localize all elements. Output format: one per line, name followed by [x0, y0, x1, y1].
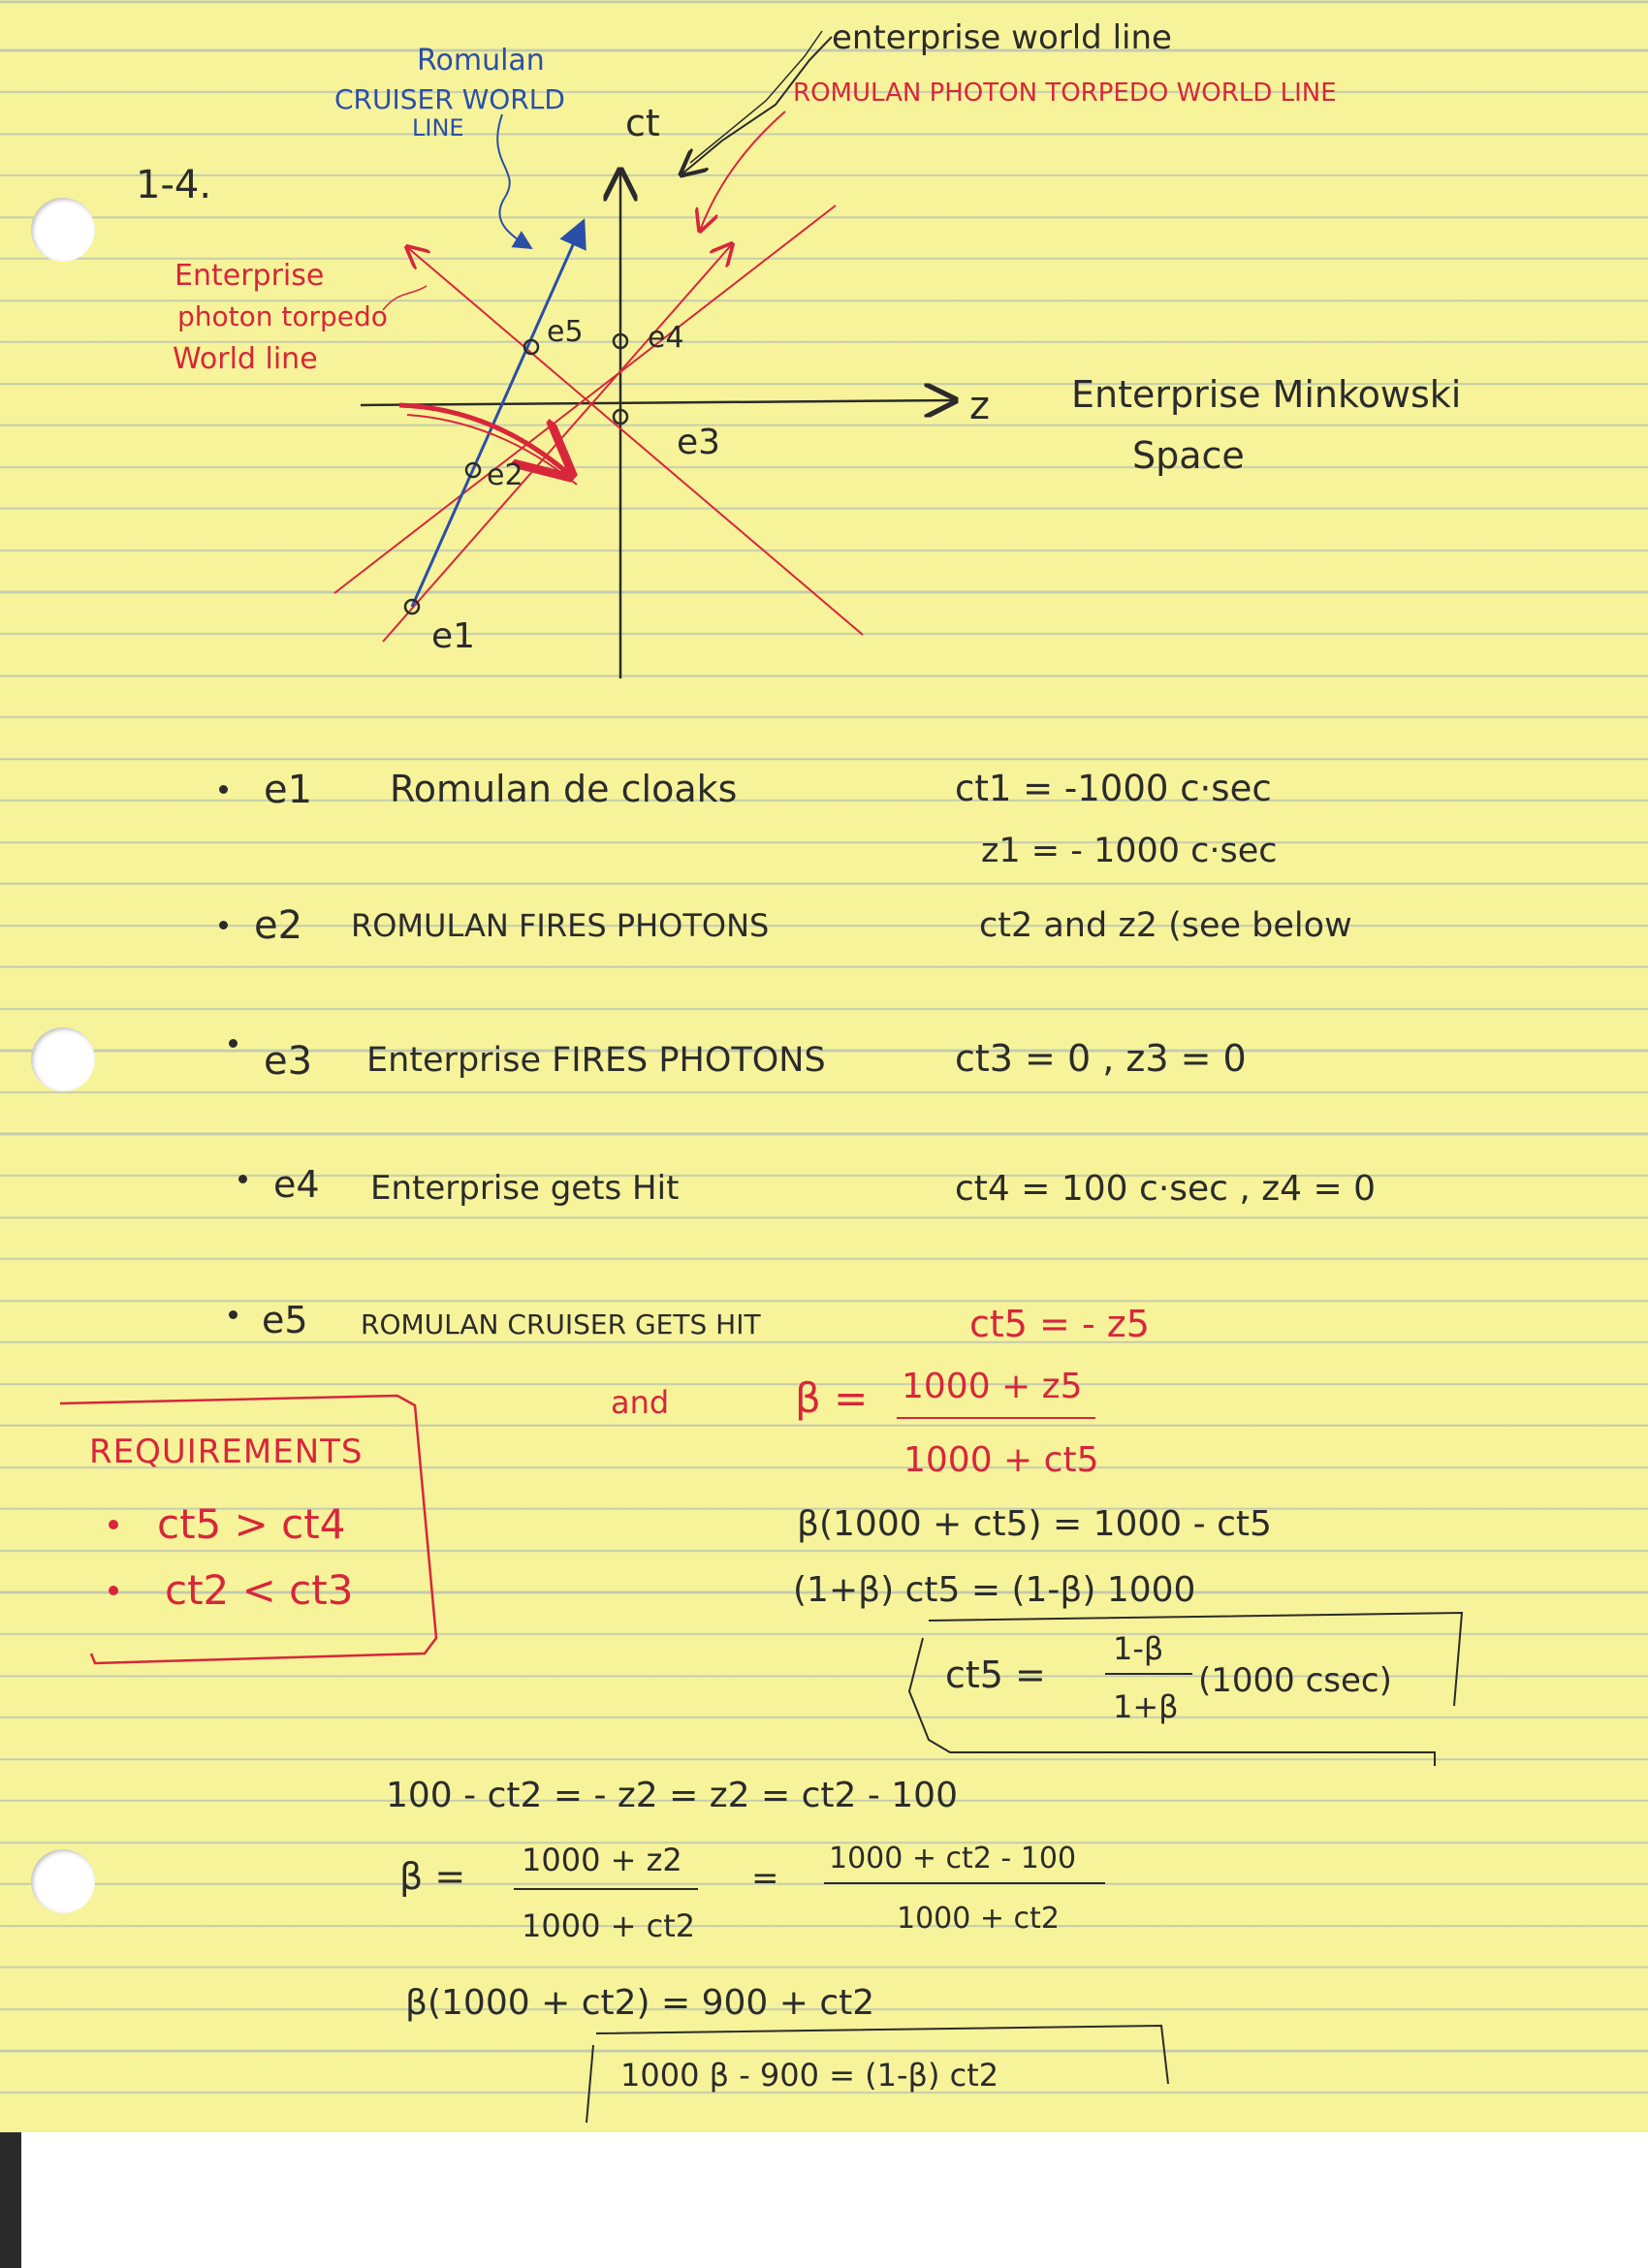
requirement-1: ct5 > ct4 — [157, 1500, 346, 1548]
beta-lhs-e2: β = — [399, 1855, 466, 1898]
event-e4-value: ct4 = 100 c·sec , z4 = 0 — [955, 1169, 1377, 1209]
frac2-num-e2: 1000 + ct2 - 100 — [829, 1842, 1077, 1875]
event-e1-value2: z1 = - 1000 c·sec — [981, 832, 1278, 870]
event-e3-desc: Enterprise FIRES PHOTONS — [366, 1041, 826, 1080]
event-e5-value: ct5 = - z5 — [969, 1303, 1150, 1345]
derivation-e5-line1: β(1000 + ct5) = 1000 - ct5 — [797, 1504, 1272, 1544]
event-e2-value: ct2 and z2 (see below — [979, 906, 1352, 945]
frac2-den-e2: 1000 + ct2 — [897, 1902, 1060, 1936]
romulan-torpedo-label: ROMULAN PHOTON TORPEDO WORLD LINE — [793, 79, 1337, 108]
enterprise-torpedo-label-line1: Enterprise — [174, 259, 325, 293]
enterprise-torpedo-label-line2: photon torpedo — [177, 300, 388, 332]
equals-e2: = — [751, 1859, 779, 1898]
event-e1-value: ct1 = -1000 c·sec — [955, 768, 1272, 809]
frac1-num-e2: 1000 + z2 — [522, 1842, 682, 1878]
space-label-line1: Enterprise Minkowski — [1071, 373, 1462, 416]
event-e2-desc: ROMULAN FIRES PHOTONS — [351, 907, 770, 944]
problem-number: 1-4. — [136, 163, 212, 207]
event-e1-label: e1 — [431, 616, 476, 656]
requirements-title: REQUIREMENTS — [89, 1433, 364, 1471]
boxed-rhs-e5: (1000 csec) — [1198, 1661, 1392, 1700]
requirement-2: ct2 < ct3 — [165, 1566, 354, 1614]
event-e5-label: e5 — [547, 315, 584, 349]
romulan-label-line2: CRUISER WORLD — [334, 83, 565, 115]
frac1-den-e2: 1000 + ct2 — [522, 1907, 696, 1944]
event-e4-label: e4 — [648, 321, 684, 355]
enterprise-torpedo-label-line3: World line — [173, 342, 318, 376]
event-e1-desc: Romulan de cloaks — [390, 768, 738, 810]
enterprise-worldline-label: enterprise world line — [832, 18, 1172, 57]
scan-edge — [0, 2132, 21, 2268]
beta-den-e5: 1000 + ct5 — [903, 1440, 1099, 1480]
derivation-e2-line1: 100 - ct2 = - z2 = z2 = ct2 - 100 — [386, 1776, 958, 1815]
boxed-e2: 1000 β - 900 = (1-β) ct2 — [620, 2057, 999, 2094]
event-e1-id: e1 — [264, 768, 313, 812]
z-axis-label: z — [969, 384, 990, 428]
romulan-label-line1: Romulan — [417, 44, 545, 78]
boxed-lhs-e5: ct5 = — [945, 1654, 1046, 1696]
event-e4-id: e4 — [273, 1163, 320, 1206]
event-e4-desc: Enterprise gets Hit — [370, 1169, 680, 1208]
event-e3-label: e3 — [677, 423, 721, 462]
space-label-line2: Space — [1132, 434, 1245, 477]
event-e3-id: e3 — [264, 1039, 313, 1084]
event-e2-label: e2 — [487, 458, 523, 492]
ct-axis-label: ct — [625, 102, 660, 144]
romulan-label-line3: LINE — [412, 114, 464, 142]
beta-num-e5: 1000 + z5 — [902, 1367, 1083, 1406]
event-e5-desc: ROMULAN CRUISER GETS HIT — [361, 1308, 761, 1340]
boxed-num-e5: 1-β — [1113, 1630, 1164, 1667]
event-e2-id: e2 — [254, 903, 303, 948]
event-e5-id: e5 — [262, 1299, 308, 1341]
and-word: and — [611, 1384, 670, 1421]
derivation-e5-line2: (1+β) ct5 = (1-β) 1000 — [793, 1570, 1196, 1610]
event-e3-value: ct3 = 0 , z3 = 0 — [955, 1037, 1247, 1080]
boxed-den-e5: 1+β — [1113, 1688, 1179, 1725]
derivation-e2-line3: β(1000 + ct2) = 900 + ct2 — [405, 1983, 875, 2023]
beta-lhs-e5: β = — [795, 1374, 869, 1422]
